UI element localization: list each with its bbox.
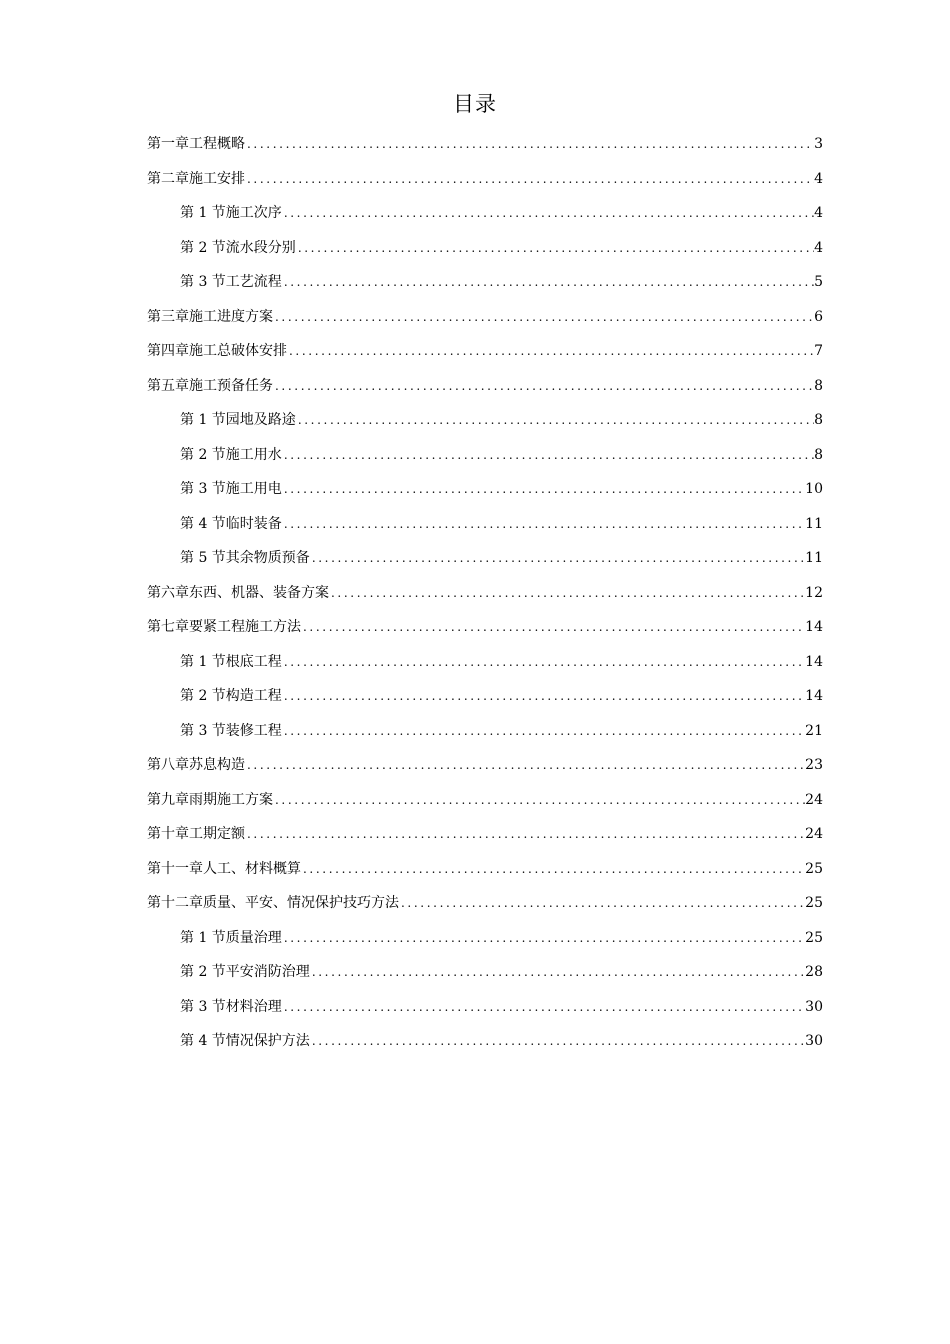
toc-dot-leader — [282, 507, 805, 542]
toc-dot-leader — [287, 334, 814, 369]
toc-page-number: 11 — [805, 515, 823, 532]
toc-page-number: 25 — [805, 860, 823, 877]
toc-dot-leader — [282, 990, 805, 1025]
toc-entry-title: 第九章雨期施工方案 — [147, 791, 273, 808]
toc-dot-leader — [310, 1024, 805, 1059]
toc-page-number: 5 — [814, 274, 823, 290]
toc-entry-title: 第十章工期定额 — [147, 826, 245, 842]
toc-entry-title: 第 2 节流水段分别 — [180, 239, 296, 256]
toc-section-entry[interactable] — [147, 955, 823, 990]
toc-entry-title: 第二章施工安排 — [147, 170, 245, 187]
toc-page-number: 21 — [805, 722, 823, 739]
toc-page-number: 10 — [805, 481, 823, 497]
toc-section-entry[interactable] — [147, 541, 823, 576]
toc-page-number: 4 — [814, 239, 823, 256]
toc-section-entry[interactable] — [147, 438, 823, 473]
toc-dot-leader — [282, 438, 814, 473]
toc-entry-title: 第六章东西、机器、装备方案 — [147, 584, 329, 601]
toc-section-entry[interactable] — [147, 472, 823, 507]
toc-list — [147, 127, 823, 1059]
toc-chapter-entry[interactable] — [147, 369, 823, 404]
toc-chapter-entry[interactable] — [147, 300, 823, 335]
toc-entry-title: 第 5 节其余物质预备 — [180, 550, 310, 566]
toc-dot-leader — [282, 679, 805, 714]
toc-page-number: 24 — [805, 826, 823, 842]
toc-dot-leader — [282, 196, 814, 231]
toc-chapter-entry[interactable] — [147, 852, 823, 887]
toc-entry-title: 第 3 节装修工程 — [180, 722, 282, 739]
toc-section-entry[interactable] — [147, 714, 823, 749]
toc-page-number: 6 — [814, 308, 823, 325]
toc-entry-title: 第 1 节施工次序 — [180, 205, 282, 221]
toc-page-number: 23 — [805, 757, 823, 773]
toc-page-number: 3 — [814, 136, 823, 152]
toc-chapter-entry[interactable] — [147, 127, 823, 162]
toc-entry-title: 第 4 节临时装备 — [180, 515, 282, 532]
toc-dot-leader — [301, 610, 805, 645]
toc-dot-leader — [245, 817, 805, 852]
toc-entry-title: 第四章施工总破体安排 — [147, 343, 287, 359]
toc-page-number: 12 — [805, 584, 823, 601]
toc-page-number: 24 — [805, 791, 823, 808]
toc-dot-leader — [273, 783, 805, 818]
toc-dot-leader — [329, 576, 805, 611]
toc-section-entry[interactable] — [147, 1024, 823, 1059]
toc-page-number: 11 — [805, 550, 823, 566]
toc-dot-leader — [245, 162, 814, 197]
toc-section-entry[interactable] — [147, 196, 823, 231]
toc-dot-leader — [245, 748, 805, 783]
toc-page-number: 14 — [805, 619, 823, 635]
toc-dot-leader — [273, 300, 814, 335]
toc-entry-title: 第八章苏息构造 — [147, 757, 245, 773]
toc-dot-leader — [245, 127, 814, 162]
toc-section-entry[interactable] — [147, 990, 823, 1025]
toc-page-number: 14 — [805, 653, 823, 670]
toc-entry-title: 第一章工程概略 — [147, 136, 245, 152]
toc-dot-leader — [273, 369, 814, 404]
toc-chapter-entry[interactable] — [147, 334, 823, 369]
toc-page-number: 25 — [805, 895, 823, 911]
toc-section-entry[interactable] — [147, 231, 823, 266]
toc-dot-leader — [399, 886, 805, 921]
toc-dot-leader — [296, 231, 814, 266]
toc-page-number: 4 — [814, 170, 823, 187]
toc-page-number: 25 — [805, 929, 823, 946]
toc-entry-title: 第十一章人工、材料概算 — [147, 860, 301, 877]
toc-chapter-entry[interactable] — [147, 817, 823, 852]
toc-chapter-entry[interactable] — [147, 162, 823, 197]
toc-dot-leader — [310, 541, 805, 576]
toc-chapter-entry[interactable] — [147, 610, 823, 645]
toc-page-number: 4 — [814, 205, 823, 221]
toc-entry-title: 第七章要紧工程施工方法 — [147, 619, 301, 635]
toc-entry-title: 第 1 节质量治理 — [180, 929, 282, 946]
toc-page-number: 14 — [805, 688, 823, 704]
toc-entry-title: 第 1 节根底工程 — [180, 653, 282, 670]
toc-dot-leader — [282, 645, 805, 680]
toc-page-number: 28 — [805, 964, 823, 980]
toc-page-number: 30 — [805, 1033, 823, 1049]
toc-section-entry[interactable] — [147, 679, 823, 714]
toc-section-entry[interactable] — [147, 921, 823, 956]
toc-page-number: 7 — [814, 343, 823, 359]
toc-dot-leader — [310, 955, 805, 990]
toc-entry-title: 第 2 节构造工程 — [180, 688, 282, 704]
toc-entry-title: 第五章施工预备任务 — [147, 377, 273, 394]
toc-entry-title: 第十二章质量、平安、情况保护技巧方法 — [147, 895, 399, 911]
toc-section-entry[interactable] — [147, 403, 823, 438]
toc-page-number: 8 — [814, 377, 823, 394]
toc-entry-title: 第 1 节园地及路途 — [180, 412, 296, 428]
toc-entry-title: 第 4 节情况保护方法 — [180, 1033, 310, 1049]
toc-dot-leader — [282, 714, 805, 749]
toc-entry-title: 第 2 节平安消防治理 — [180, 964, 310, 980]
toc-entry-title: 第三章施工进度方案 — [147, 308, 273, 325]
toc-page-number: 8 — [814, 412, 823, 428]
toc-chapter-entry[interactable] — [147, 576, 823, 611]
toc-dot-leader — [282, 921, 805, 956]
toc-dot-leader — [282, 472, 805, 507]
toc-entry-title: 第 2 节施工用水 — [180, 446, 282, 463]
toc-page-number: 30 — [805, 998, 823, 1015]
toc-section-entry[interactable] — [147, 645, 823, 680]
toc-chapter-entry[interactable] — [147, 886, 823, 921]
toc-chapter-entry[interactable] — [147, 783, 823, 818]
toc-entry-title: 第 3 节工艺流程 — [180, 274, 282, 290]
toc-section-entry[interactable] — [147, 507, 823, 542]
toc-page-number: 8 — [814, 446, 823, 463]
toc-entry-title: 第 3 节材料治理 — [180, 998, 282, 1015]
toc-title: 目录 — [453, 92, 497, 116]
toc-chapter-entry[interactable] — [147, 748, 823, 783]
toc-entry-title: 第 3 节施工用电 — [180, 481, 282, 497]
toc-section-entry[interactable] — [147, 265, 823, 300]
toc-dot-leader — [296, 403, 814, 438]
toc-dot-leader — [301, 852, 805, 887]
toc-dot-leader — [282, 265, 814, 300]
